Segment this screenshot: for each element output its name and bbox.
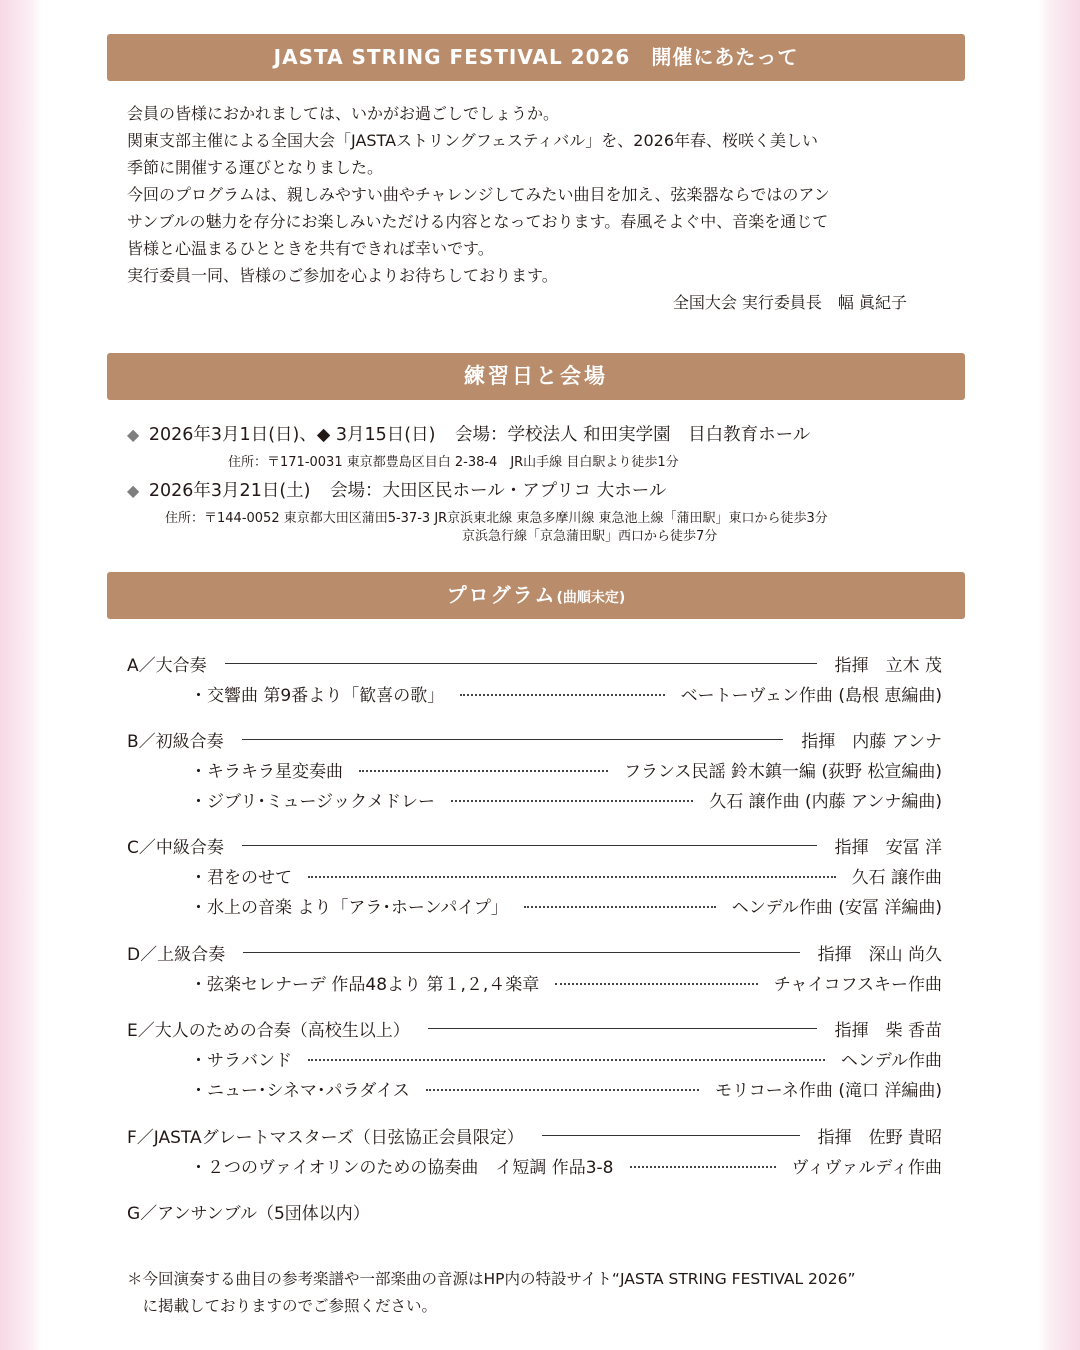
footnote-line: に掲載しておりますのでご参照ください。 (127, 1297, 438, 1315)
dotted-leader (359, 770, 608, 772)
greeting-line: 関東支部主催による全国大会「JASTAストリングフェスティバル」を、2026年春、桜咲く美しい (127, 131, 819, 150)
piece-composer: 久石 譲作曲 (内藤 アンナ編曲) (709, 791, 942, 812)
piece-title: ・サラバンド (190, 1050, 292, 1071)
group-label: G／アンサンブル（5団体以内） (127, 1203, 370, 1224)
venue-address: 住所：〒171-0031 東京都豊島区目白 2-38-4 JR山手線 目白駅より徒歩1分 (228, 455, 679, 470)
program-group-c (127, 832, 942, 858)
program-piece (190, 1152, 942, 1178)
piece-composer: チャイコフスキー作曲 (773, 974, 942, 995)
greeting-line: 季節に開催する運びとなりました。 (127, 158, 384, 177)
leader-line (428, 1028, 817, 1029)
program-piece (190, 892, 942, 918)
dotted-leader (308, 1059, 825, 1061)
program-group-b (127, 726, 942, 752)
venue-address: 住所：〒144-0052 東京都大田区蒲田5-37-3 JR京浜東北線 東急多摩川線 東急池上線「蒲田駅」東口から徒歩3分 (165, 511, 828, 526)
venue-place: 会場：大田区民ホール・アプリコ 大ホール (330, 481, 667, 501)
dotted-leader (451, 800, 693, 802)
program-group-a (127, 650, 942, 676)
program-group-e (127, 1015, 942, 1041)
program-piece (190, 969, 942, 995)
leader-line (243, 952, 800, 953)
program-group-d (127, 939, 942, 965)
program-piece (190, 680, 942, 706)
piece-title: ・キラキラ星変奏曲 (190, 761, 343, 782)
piece-title: ・君をのせて (190, 867, 292, 888)
group-label: F／JASTAグレートマスターズ（日弦協正会員限定） (127, 1127, 524, 1148)
piece-composer: フランス民謡 鈴木鎮一編 (荻野 松宣編曲) (624, 761, 942, 782)
dotted-leader (555, 983, 758, 985)
dotted-leader (630, 1166, 776, 1168)
diamond-bullet-icon: ◆ (127, 425, 140, 444)
leader-line (242, 845, 817, 846)
program-title: プログラム (446, 583, 557, 607)
piece-composer: モリコーネ作曲 (滝口 洋編曲) (715, 1080, 942, 1101)
piece-composer: ヘンデル作曲 (840, 1050, 942, 1071)
dotted-leader (524, 906, 716, 908)
program-header (107, 572, 965, 619)
conductor: 指揮 内藤 アンナ (801, 731, 942, 752)
program-piece (190, 786, 942, 812)
dotted-leader (426, 1089, 699, 1091)
group-label: C／中級合奏 (127, 837, 224, 858)
diamond-bullet-icon: ◆ (127, 481, 140, 500)
footnote (127, 1266, 856, 1320)
program-piece (190, 1045, 942, 1071)
piece-composer: ヴィヴァルディ作曲 (791, 1157, 942, 1178)
program-piece (190, 862, 942, 888)
venue-address: 京浜急行線「京急蒲田駅」西口から徒歩7分 (462, 529, 718, 544)
conductor: 指揮 柴 香苗 (834, 1020, 942, 1041)
piece-composer: ベートーヴェン作曲 (島根 恵編曲) (680, 685, 942, 706)
conductor: 指揮 安冨 洋 (834, 837, 942, 858)
greeting-line: 皆様と心温まるひとときを共有できれば幸いです。 (127, 239, 494, 258)
venue-place: 会場：学校法人 和田実学園 目白教育ホール (455, 425, 811, 445)
piece-title: ・ジブリ･ミュージックメドレー (190, 791, 435, 812)
greeting-line: 会員の皆様におかれましては、いかがお過ごしでしょうか。 (127, 104, 560, 123)
venue-header: 練習日と会場 (107, 353, 965, 400)
venue-2 (127, 477, 666, 502)
piece-title: ・交響曲 第9番より「歓喜の歌」 (190, 685, 445, 706)
piece-title: ・水上の音楽 より「アラ･ホーンパイプ」 (190, 897, 508, 918)
piece-composer: ヘンデル作曲 (安冨 洋編曲) (731, 897, 942, 918)
greeting-line: サンブルの魅力を存分にお楽しみいただける内容となっております。春風そよぐ中、音楽を通じて (127, 212, 829, 231)
conductor: 指揮 佐野 貴昭 (817, 1127, 942, 1148)
leader-line (242, 739, 784, 740)
program-title-note: (曲順未定) (556, 590, 626, 606)
signature: 全国大会 実行委員長 幅 眞紀子 (672, 293, 907, 312)
group-label: D／上級合奏 (127, 944, 226, 965)
conductor: 指揮 深山 尚久 (817, 944, 942, 965)
venue-dates: 2026年3月21日(土) (148, 481, 311, 501)
piece-title: ・弦楽セレナーデ 作品48より 第１,２,４楽章 (190, 974, 540, 995)
dotted-leader (460, 694, 664, 696)
leader-line (542, 1135, 800, 1136)
program-piece (190, 756, 942, 782)
piece-title: ・２つのヴァイオリンのための協奏曲 イ短調 作品3-8 (190, 1157, 614, 1178)
leader-line (225, 663, 817, 664)
greeting-header: JASTA STRING FESTIVAL 2026 開催にあたって (107, 34, 965, 81)
piece-composer: 久石 譲作曲 (851, 867, 942, 888)
footnote-line: ＊今回演奏する曲目の参考楽譜や一部楽曲の音源はHP内の特設サイト“JASTA STRING FESTIVAL 2026” (127, 1270, 856, 1288)
group-label: E／大人のための合奏（高校生以上） (127, 1020, 410, 1041)
greeting-line: 今回のプログラムは、親しみやすい曲やチャレンジしてみたい曲目を加え、弦楽器ならではのアン (127, 185, 830, 204)
conductor: 指揮 立木 茂 (834, 655, 942, 676)
group-label: A／大合奏 (127, 655, 207, 676)
greeting-text (127, 100, 947, 289)
dotted-leader (308, 876, 836, 878)
program-group-g (127, 1198, 942, 1224)
venue-1 (127, 421, 810, 446)
program-group-f (127, 1122, 942, 1148)
group-label: B／初級合奏 (127, 731, 224, 752)
piece-title: ・ニュー･シネマ･パラダイス (190, 1080, 410, 1101)
venue-dates: 2026年3月1日(日)、◆ 3月15日(日) (148, 425, 436, 445)
program-piece (190, 1075, 942, 1101)
greeting-line: 実行委員一同、皆様のご参加を心よりお待ちしております。 (127, 266, 558, 285)
